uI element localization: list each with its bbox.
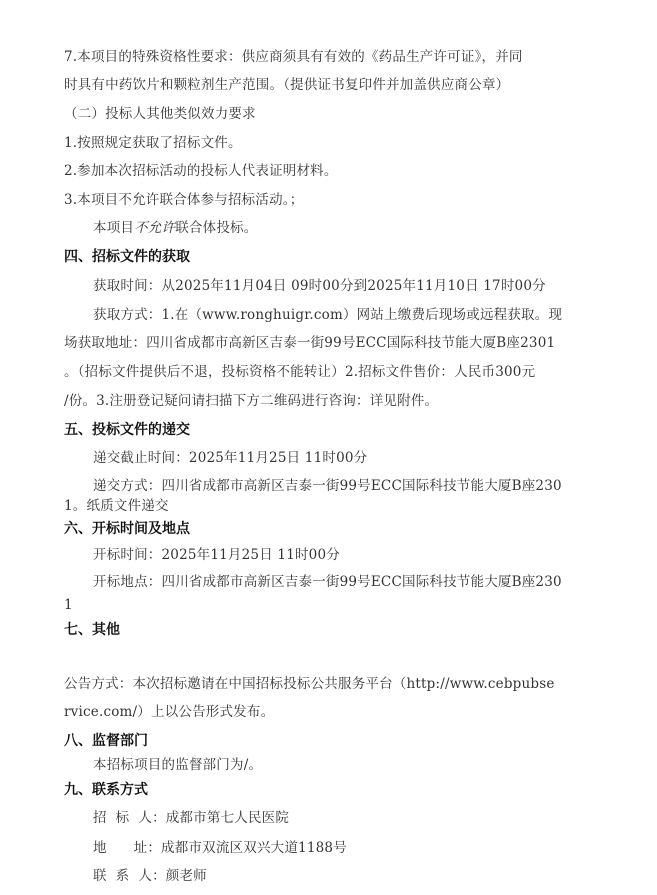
supervision-text: 本招标项目的监督部门为/。 [93, 757, 263, 773]
submit-deadline: 递交截止时间：2025年11月25日 11时00分 [93, 450, 368, 466]
acquire-address: 场获取地址：四川省成都市高新区吉泰一街99号ECC国际科技节能大厦B座2301 [64, 335, 556, 351]
acquire-method: 获取方式：1.在（www.ronghuigr.com）网站上缴费后现场或远程获取。现 [93, 307, 563, 323]
consortium-note-c: 联合体投标。 [175, 220, 258, 236]
section-heading-9: 九、联系方式 [64, 782, 148, 798]
consortium-note [93, 218, 653, 238]
acquire-time: 获取时间：从2025年11月04日 09时00分到2025年11月10日 17时00分 [93, 278, 546, 294]
section-heading-7: 七、其他 [64, 622, 120, 638]
requirement-2: 2.参加本次招标活动的投标人代表证明材料。 [64, 163, 338, 179]
acquire-cont-1: 。（招标文件提供后不退，投标资格不能转让）2.招标文件售价：人民币300元 [64, 364, 536, 380]
acquire-cont-2: /份。3.注册登记疑问请扫描下方二维码进行咨询：详见附件。 [64, 393, 439, 409]
opening-time: 开标时间：2025年11月25日 11时00分 [93, 547, 340, 563]
submit-cont: 1。纸质文件递交 [64, 498, 169, 514]
opening-cont: 1 [64, 597, 73, 613]
section-heading-8: 八、监督部门 [64, 733, 148, 749]
section-heading-6: 六、开标时间及地点 [64, 521, 190, 537]
section-heading-5: 五、投标文件的递交 [64, 422, 190, 438]
requirement-3: 3.本项目不允许联合体参与招标活动。； [64, 192, 304, 208]
notice-line-2: rvice.com/）上以公告形式发布。 [64, 704, 275, 720]
contact-address: 地 址：成都市双流区双兴大道1188号 [93, 840, 347, 856]
contact-person: 联 系 人：颜老师 [93, 868, 207, 884]
requirement-line-7: 7.本项目的特殊资格性要求：供应商须具有有效的《药品生产许可证》，并同 [64, 49, 523, 65]
subsection-title: （二）投标人其他类似效力要求 [64, 106, 256, 122]
consortium-note-a: 本项目 [93, 220, 135, 236]
section-heading-4: 四、招标文件的获取 [64, 249, 190, 265]
contact-tenderer: 招 标 人：成都市第七人民医院 [93, 810, 290, 826]
submit-method: 递交方式：四川省成都市高新区吉泰一街99号ECC国际科技节能大厦B座230 [93, 478, 562, 494]
notice-line-1: 公告方式：本次招标邀请在中国招标投标公共服务平台（http://www.cebpubse [64, 676, 555, 692]
opening-place: 开标地点：四川省成都市高新区吉泰一街99号ECC国际科技节能大厦B座230 [93, 574, 562, 590]
requirement-line-7-cont: 时具有中药饮片和颗粒剂生产范围。（提供证书复印件并加盖供应商公章） [64, 77, 510, 93]
requirement-1: 1.按照规定获取了招标文件。 [64, 135, 242, 151]
consortium-note-emphasis: 不允许 [134, 220, 176, 236]
